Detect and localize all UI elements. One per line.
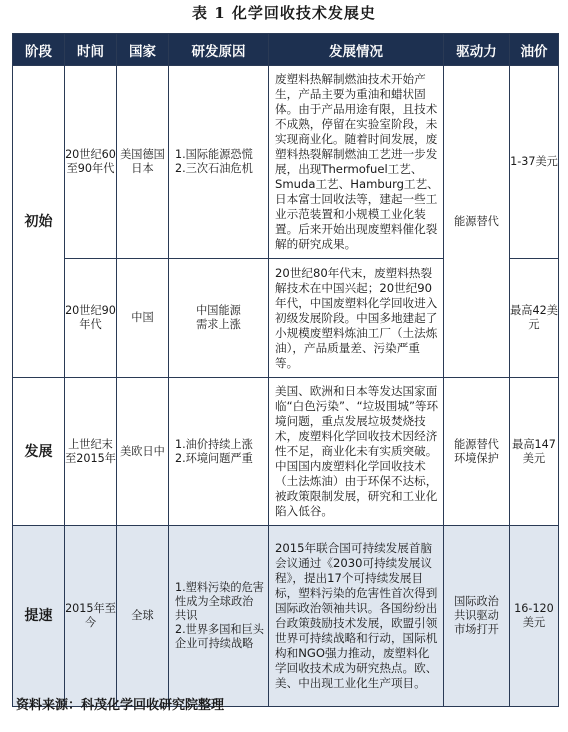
time-cell: 上世纪末至2015年 [65,378,117,526]
cause-line: 1.油价持续上涨 [175,437,253,451]
header-stage: 阶段 [13,34,65,66]
time-cell: 20世纪60至90年代 [65,66,117,259]
header-time: 时间 [65,34,117,66]
header-row [13,34,559,66]
cause-line: 需求上涨 [196,318,241,331]
oil-price-cell: 1-37美元 [510,66,559,259]
table-row [13,526,559,707]
table-row [13,66,559,259]
cause-line: 中国能源 [196,304,241,317]
table-caption: 表 1 化学回收技术发展史 [192,4,376,22]
cause-line: 1.国际能源恐慌 [175,148,253,161]
development-cell: 2015年联合国可持续发展首脑会议通过《2030可持续发展议程》，提出17个可持续发展目标，塑料污染的危害性首次得到国际政治领袖共识。各国纷纷出台政策鼓励技术发展，欧盟引领世界可持续战略和行动，国际机构和NGO强力推动，废塑料化学回收技术成为研究热点。欧、美、中出现工业化生产项目。 [269,526,444,707]
table-row [13,378,559,526]
cause-line: 2.世界多国和巨头企业可持续战略 [175,623,264,650]
development-cell: 20世纪80年代末，废塑料热裂解技术在中国兴起；20世纪90年代，中国废塑料化学回收进入初级发展阶段。中国多地建起了小规模废塑料炼油工厂（土法炼油），产品质量差、污染严重等。 [269,259,444,378]
country-cell: 美欧日中 [117,378,169,526]
country-cell: 中国 [117,259,169,378]
cause-cell [169,66,269,259]
cause-line: 2.环境问题严重 [175,451,253,465]
header-driver: 驱动力 [444,34,510,66]
header-country: 国家 [117,34,169,66]
header-oil-price: 油价 [510,34,559,66]
cause-cell [169,378,269,526]
cause-line: 1.塑料污染的危害性成为全球政治共识 [175,581,264,622]
cause-line: 2.三次石油危机 [175,162,253,175]
history-table [12,33,559,707]
cause-cell [169,259,269,378]
stage-cell: 初始 [13,66,65,378]
header-development: 发展情况 [269,34,444,66]
oil-price-cell: 16-120美元 [510,526,559,707]
source-note: 资料来源：科茂化学回收研究院整理 [16,698,225,713]
country-cell: 美国德国日本 [117,66,169,259]
development-cell: 美国、欧洲和日本等发达国家面临“白色污染”、“垃圾围城”等环境问题，重点发展垃圾焚烧技术，废塑料化学回收技术因经济性不足，商业化未有实质突破。中国国内废塑料化学回收技术（土法炼油）由于环保不达标，被政策限制发展，研究和工业化陷入低谷。 [269,378,444,526]
driver-cell: 能源替代 [444,66,510,378]
cause-cell [169,526,269,707]
time-cell: 2015年至今 [65,526,117,707]
driver-cell: 能源替代环境保护 [444,378,510,526]
oil-price-cell: 最高42美元 [510,259,559,378]
stage-cell: 发展 [13,378,65,526]
oil-price-cell: 最高147美元 [510,378,559,526]
stage-cell: 提速 [13,526,65,707]
development-cell: 废塑料热解制燃油技术开始产生，产品主要为重油和蜡状固体。由于产品用途有限，且技术不成熟，停留在实验室阶段，未实现商业化。随着时间发展，废塑料热裂解制燃油工艺进一步发展，出现Thermofuel工艺、Smuda工艺、Hamburg工艺、日本富士回收法等，建起一些工业示范装置和小规模工业化装置。后来开始出现废塑料催化裂解的研究成果。 [269,66,444,259]
header-cause: 研发原因 [169,34,269,66]
time-cell: 20世纪90年代 [65,259,117,378]
country-cell: 全球 [117,526,169,707]
driver-cell: 国际政治共识驱动市场打开 [444,526,510,707]
